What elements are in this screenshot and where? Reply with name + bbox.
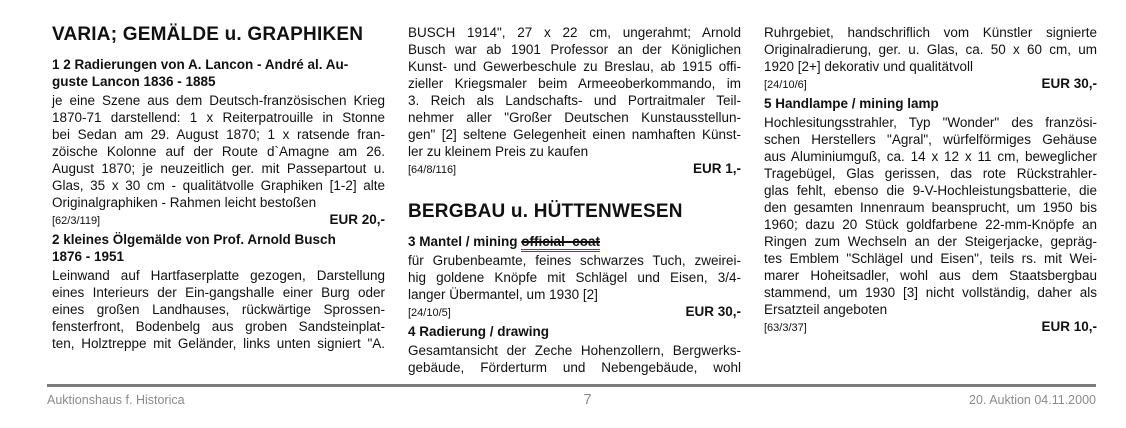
lot-price-row (408, 303, 741, 320)
body-line: gen" [2] seltene Gelegenheit einen namhaften Künst- (408, 127, 741, 142)
lot-price-row (764, 75, 1097, 92)
body-line: Ringen zum Wechseln an der Steigerjacke, gepräg- (764, 234, 1097, 249)
lot-reference: [64/8/116] (408, 164, 457, 176)
body-line: stammend, um 1930 [3] nicht vollständig, daher als (764, 285, 1097, 300)
body-line: Ruhrgebiet, handschriflich vom Künstler signierte (764, 25, 1097, 40)
body-line: fensterfront, Bodenbelg aus groben Sandsteinplat- (52, 319, 385, 334)
column-1 (52, 24, 385, 376)
item-title-line: 2 kleines Ölgemälde von Prof. Arnold Busch (52, 232, 336, 247)
section-heading: BERGBAU u. HÜTTENWESEN (408, 201, 683, 222)
body-line: marer Hoheitsadler, wohl aus dem Staatsbergbau (764, 268, 1097, 283)
item-title-line: 1 2 Radierungen von A. Lancon - André al. Au- (52, 57, 349, 72)
footer-publisher: Auktionshaus f. Historica (47, 393, 185, 407)
body-line: 1920 [2+] dekorativ und qualitätvoll (764, 59, 974, 74)
price-label: EUR 30,- (685, 304, 741, 319)
body-line: zöische Kolonne auf der Route d`Amagne am 26. (52, 144, 385, 159)
item-description (764, 24, 1097, 75)
section-heading: VARIA; GEMÄLDE u. GRAPHIKEN (52, 24, 364, 45)
item-title (52, 231, 385, 265)
body-line: Hochlesitungsstrahler, Typ "Wonder" des französi- (764, 115, 1097, 130)
lot-reference: [62/3/119] (52, 215, 101, 227)
body-line: Kunst- und Gewerbeschule zu Breslau, ab 1915 offi- (408, 59, 741, 74)
column-2 (408, 24, 741, 376)
lot-reference: [63/3/37] (764, 322, 807, 334)
price-label: EUR 20,- (329, 212, 385, 227)
body-line: Tragebügel, Glas gerissen, das rote Rückstrahler- (764, 166, 1097, 181)
body-line: Originalradierung, ger. u. Glas, ca. 50 x 60 cm, um (764, 42, 1097, 57)
price-label: EUR 1,- (692, 161, 741, 176)
price-label: EUR 10,- (1041, 319, 1097, 334)
footer-divider (47, 384, 1096, 387)
body-line: gebäude, Förderturm und Nebengebäude, wohl (408, 360, 741, 375)
body-line: 3. Reich als Landschafts- und Portraitmaler Teil- (408, 93, 741, 108)
body-line: Glas, 35 x 30 cm - qualitätvolle Graphiken [1-2] alte (52, 178, 385, 193)
body-line: Leinwand auf Hartfaserplatte gezogen, Darstellung (52, 268, 385, 283)
item-description (408, 252, 741, 303)
footer-page-number: 7 (583, 392, 592, 408)
body-line: 1870-71 darstellend: 1 x Reiterpatrouille in Stonne (52, 110, 385, 125)
body-line: BUSCH 1914", 27 x 22 cm, ungerahmt; Arnold (408, 25, 741, 40)
body-line: tes Emblem "Schlägel und Eisen", teils rs. mit Wei- (764, 251, 1097, 266)
price-label: EUR 30,- (1041, 76, 1097, 91)
body-line: für Grubenbeamte, feines schwarzes Tuch, zweirei- (408, 253, 741, 268)
item-description (408, 24, 741, 160)
body-line: bei Sedan am 29. August 1870; 1 x ratsende fran- (52, 127, 385, 142)
item-title-line: 1876 - 1951 (52, 249, 125, 264)
item-description (52, 92, 385, 211)
body-line: glas fehlt, ebenso die 9-V-Hochleistungsbatterie, die (764, 183, 1097, 198)
body-line: eines Interieurs der Ein-gangshalle einer Burg oder (52, 285, 385, 300)
body-line: Originalgraphiken - Rahmen leicht bestoßen (52, 195, 317, 210)
lot-price-row (408, 160, 741, 177)
body-line: Gesamtansicht der Zeche Hohenzollern, Bergwerks- (408, 343, 741, 358)
item-title-line (408, 233, 741, 250)
body-line: 1960; dazu 20 Stück goldfarbene 22-mm-Knöpfe an (764, 217, 1097, 232)
item-title (52, 56, 385, 90)
item-description (408, 342, 741, 376)
body-line: eines großen Landhauses, rückwärtige Sprossen- (52, 302, 385, 317)
body-line: zieller Kriegsmaler beim Armeeoberkommando, im (408, 76, 741, 91)
body-line: hig goldene Knöpfe mit Schlägel und Eisen, 3/4- (408, 270, 741, 285)
title-text: 3 Mantel / mining (408, 234, 522, 249)
item-title (764, 95, 1097, 112)
item-title (408, 323, 741, 340)
body-line: nehmer aller "Großer Deutschen Kunstausstellun- (408, 110, 741, 125)
body-line: je eine Szene aus dem Deutsch-französischen Krieg (52, 93, 385, 108)
item-title-line: 4 Radierung / drawing (408, 324, 550, 339)
body-line: Busch war ab 1901 Professor an der Königlichen (408, 42, 741, 57)
lot-price-row (52, 211, 385, 228)
column-3 (764, 24, 1097, 376)
body-line: ler zu kleinem Preis zu kaufen (408, 144, 589, 159)
body-line: Ersatzteil angeboten (764, 302, 888, 317)
lot-reference: [24/10/6] (764, 79, 807, 91)
page-footer (47, 384, 1096, 408)
body-line: den gesamten Innenraum beansprucht, um 1950 bis (764, 200, 1097, 215)
lot-price-row (764, 318, 1097, 335)
item-title-line: guste Lancon 1836 - 1885 (52, 74, 216, 89)
lot-reference: [24/10/5] (408, 307, 451, 319)
body-line: ten, Holztreppe mit Geländer, links unten signiert "A. (52, 336, 385, 351)
body-line: August 1870; je neuzeitlich ger. mit Passepartout u. (52, 161, 385, 176)
struck-edited-text: official coat (521, 234, 600, 252)
item-title (408, 233, 741, 250)
content-columns (52, 24, 1097, 376)
item-description (764, 114, 1097, 318)
body-line: schen Herstellers "Agral", würfelförmiges Gehäuse (764, 132, 1097, 147)
item-description (52, 267, 385, 352)
item-title-line: 5 Handlampe / mining lamp (764, 96, 939, 111)
body-line: langer Übermantel, um 1930 [2] (408, 287, 598, 302)
footer-row (47, 392, 1096, 408)
body-line: aus Aluminiumguß, ca. 14 x 12 x 11 cm, beweglicher (764, 149, 1097, 164)
footer-auction-info: 20. Auktion 04.11.2000 (969, 393, 1096, 407)
